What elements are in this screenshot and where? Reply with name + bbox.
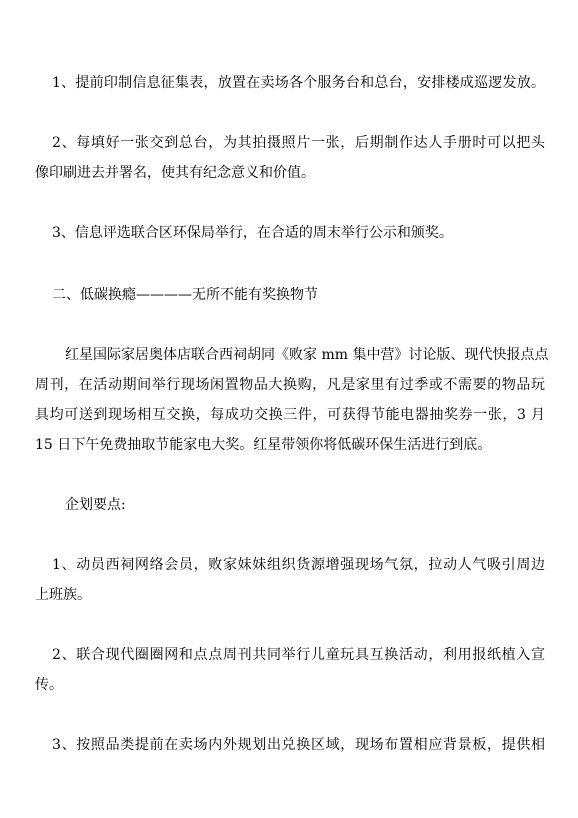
section-heading bbox=[35, 280, 545, 310]
list-item-1 bbox=[35, 550, 545, 610]
text-line: 上班族。 bbox=[35, 587, 91, 603]
text-line: 传。 bbox=[35, 677, 63, 693]
list-item-3 bbox=[35, 730, 545, 760]
text-line: 3、按照品类提前在卖场内外规划出兑换区域，现场布置相应背景板，提供相 bbox=[52, 737, 545, 753]
text-line: 1、提前印制信息征集表，放置在卖场各个服务台和总台，安排楼成巡逻发放。 bbox=[52, 75, 545, 91]
text-line: 15 日下午免费抽取节能家电大奖。红星带领你将低碳环保生活进行到底。 bbox=[35, 437, 492, 453]
heading-text: 二、低碳换瘾————无所不能有奖换物节 bbox=[52, 287, 318, 303]
text-line: 2、每填好一张交到总台，为其拍摄照片一张，后期制作达人手册时可以把头 bbox=[52, 135, 545, 151]
text-line: 具均可送到现场相互交换，每成功交换三件，可获得节能电器抽奖券一张，3 月 bbox=[35, 407, 545, 423]
list-item-2 bbox=[35, 128, 545, 188]
text-line: 红星国际家居奥体店联合西祠胡同《败家 mm 集中营》讨论版、现代快报点点 bbox=[65, 347, 549, 363]
list-item-2 bbox=[35, 640, 545, 700]
text-line: 像印刷进去并署名，使其有纪念意义和价值。 bbox=[35, 165, 315, 181]
text-line: 1、动员西祠网络会员，败家妹妹组织货源增强现场气氛，拉动人气吸引周边 bbox=[52, 557, 545, 573]
text-line: 3、信息评选联合区环保局举行，在合适的周末举行公示和颁奖。 bbox=[52, 225, 453, 241]
subheading bbox=[35, 490, 545, 520]
list-item-3 bbox=[35, 218, 545, 248]
subheading-text: 企划要点: bbox=[65, 497, 126, 513]
body-paragraph bbox=[35, 340, 549, 460]
list-item-1 bbox=[35, 68, 545, 98]
text-line: 2、联合现代圈圈网和点点周刊共同举行儿童玩具互换活动，利用报纸植入宣 bbox=[52, 647, 545, 663]
text-line: 周刊，在活动期间举行现场闲置物品大换购，凡是家里有过季或不需要的物品玩 bbox=[35, 377, 545, 393]
